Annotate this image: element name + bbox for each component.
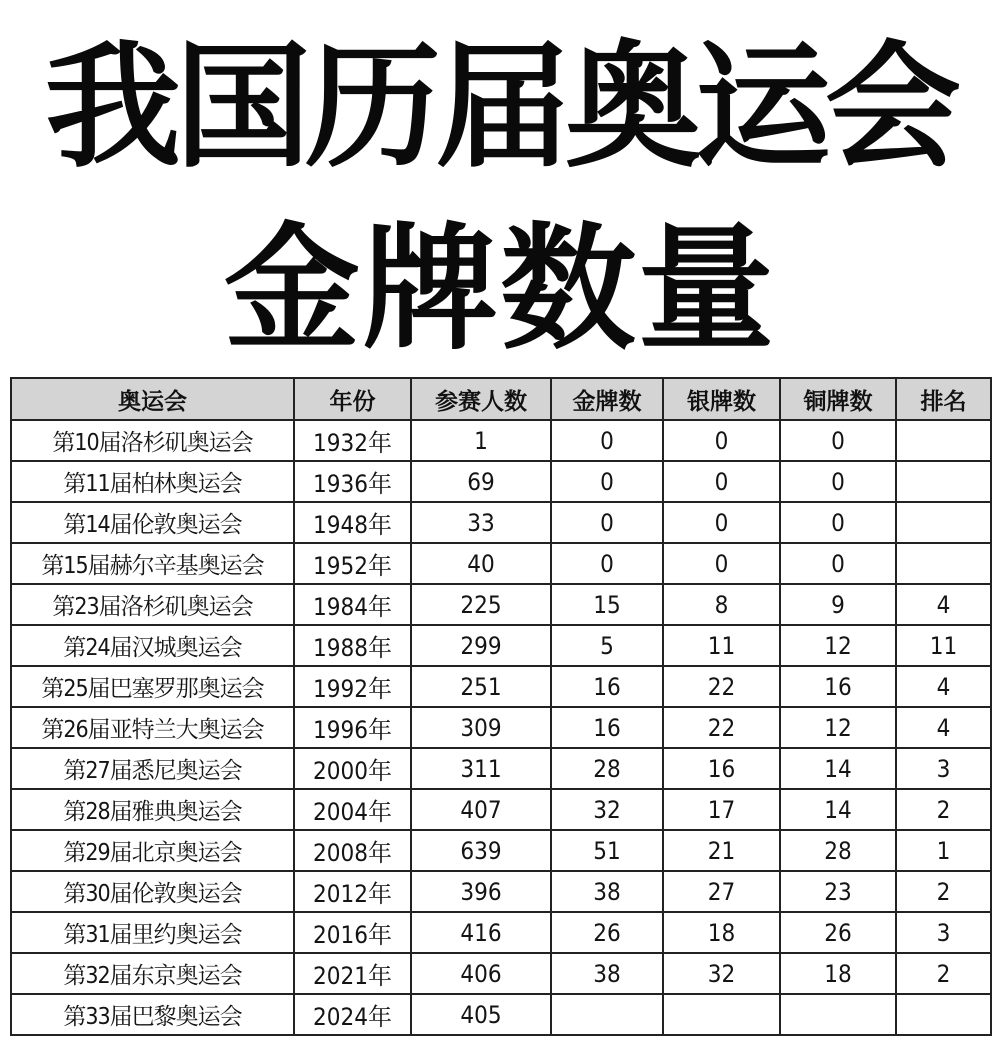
cell-olympics: 第25届巴塞罗那奥运会 (11, 666, 294, 707)
medal-table (10, 377, 992, 1036)
cell-rank: 2 (896, 953, 991, 994)
header-olympics: 奥运会 (11, 378, 294, 420)
cell-bronze: 26 (780, 912, 896, 953)
cell-gold: 32 (551, 789, 663, 830)
cell-bronze: 9 (780, 584, 896, 625)
cell-participants: 69 (411, 461, 551, 502)
table-row (11, 789, 991, 830)
table-row (11, 625, 991, 666)
cell-gold: 5 (551, 625, 663, 666)
cell-participants: 251 (411, 666, 551, 707)
cell-participants: 225 (411, 584, 551, 625)
cell-silver: 21 (663, 830, 780, 871)
table-row (11, 502, 991, 543)
table-row (11, 584, 991, 625)
cell-gold: 51 (551, 830, 663, 871)
cell-gold: 28 (551, 748, 663, 789)
table-row (11, 994, 991, 1035)
cell-olympics: 第29届北京奥运会 (11, 830, 294, 871)
cell-participants: 405 (411, 994, 551, 1035)
cell-year: 1932年 (294, 420, 411, 461)
cell-year: 2024年 (294, 994, 411, 1035)
cell-participants: 1 (411, 420, 551, 461)
cell-rank: 1 (896, 830, 991, 871)
cell-silver: 27 (663, 871, 780, 912)
cell-rank: 2 (896, 871, 991, 912)
cell-year: 1952年 (294, 543, 411, 584)
cell-participants: 407 (411, 789, 551, 830)
cell-gold: 0 (551, 461, 663, 502)
header-bronze: 铜牌数 (780, 378, 896, 420)
cell-silver (663, 994, 780, 1035)
cell-silver: 11 (663, 625, 780, 666)
cell-participants: 311 (411, 748, 551, 789)
cell-bronze: 23 (780, 871, 896, 912)
header-silver: 银牌数 (663, 378, 780, 420)
cell-bronze (780, 994, 896, 1035)
cell-year: 2008年 (294, 830, 411, 871)
cell-olympics: 第24届汉城奥运会 (11, 625, 294, 666)
cell-bronze: 0 (780, 420, 896, 461)
cell-year: 2012年 (294, 871, 411, 912)
cell-olympics: 第30届伦敦奥运会 (11, 871, 294, 912)
cell-gold: 16 (551, 666, 663, 707)
cell-silver: 0 (663, 543, 780, 584)
cell-bronze: 12 (780, 707, 896, 748)
header-rank: 排名 (896, 378, 991, 420)
cell-silver: 32 (663, 953, 780, 994)
header-gold: 金牌数 (551, 378, 663, 420)
cell-olympics: 第15届赫尔辛基奥运会 (11, 543, 294, 584)
cell-olympics: 第32届东京奥运会 (11, 953, 294, 994)
cell-rank: 3 (896, 912, 991, 953)
cell-participants: 40 (411, 543, 551, 584)
cell-participants: 416 (411, 912, 551, 953)
cell-rank: 4 (896, 707, 991, 748)
cell-olympics: 第23届洛杉矶奥运会 (11, 584, 294, 625)
cell-rank: 4 (896, 666, 991, 707)
cell-year: 2016年 (294, 912, 411, 953)
cell-year: 2021年 (294, 953, 411, 994)
header-year: 年份 (294, 378, 411, 420)
table-row (11, 420, 991, 461)
table-row (11, 871, 991, 912)
cell-gold (551, 994, 663, 1035)
cell-year: 1936年 (294, 461, 411, 502)
cell-silver: 18 (663, 912, 780, 953)
cell-silver: 0 (663, 420, 780, 461)
cell-rank (896, 994, 991, 1035)
cell-rank (896, 543, 991, 584)
table-row (11, 912, 991, 953)
cell-gold: 0 (551, 420, 663, 461)
table-row (11, 707, 991, 748)
table-row (11, 953, 991, 994)
cell-participants: 639 (411, 830, 551, 871)
cell-bronze: 12 (780, 625, 896, 666)
table-row (11, 830, 991, 871)
cell-silver: 22 (663, 707, 780, 748)
page-title-line-1: 我国历届奥运会 (45, 29, 955, 187)
cell-bronze: 14 (780, 748, 896, 789)
cell-rank: 4 (896, 584, 991, 625)
cell-olympics: 第14届伦敦奥运会 (11, 502, 294, 543)
cell-rank (896, 420, 991, 461)
cell-gold: 16 (551, 707, 663, 748)
cell-year: 1992年 (294, 666, 411, 707)
cell-participants: 299 (411, 625, 551, 666)
cell-bronze: 0 (780, 543, 896, 584)
cell-gold: 15 (551, 584, 663, 625)
cell-silver: 0 (663, 502, 780, 543)
cell-olympics: 第27届悉尼奥运会 (11, 748, 294, 789)
cell-year: 2000年 (294, 748, 411, 789)
cell-silver: 8 (663, 584, 780, 625)
cell-bronze: 0 (780, 502, 896, 543)
cell-bronze: 0 (780, 461, 896, 502)
table-header-row (11, 378, 991, 420)
cell-year: 1948年 (294, 502, 411, 543)
cell-gold: 38 (551, 871, 663, 912)
cell-participants: 309 (411, 707, 551, 748)
cell-bronze: 28 (780, 830, 896, 871)
cell-olympics: 第28届雅典奥运会 (11, 789, 294, 830)
cell-gold: 0 (551, 502, 663, 543)
cell-olympics: 第26届亚特兰大奥运会 (11, 707, 294, 748)
cell-olympics: 第31届里约奥运会 (11, 912, 294, 953)
cell-olympics: 第11届柏林奥运会 (11, 461, 294, 502)
cell-bronze: 16 (780, 666, 896, 707)
cell-participants: 396 (411, 871, 551, 912)
cell-silver: 0 (663, 461, 780, 502)
table-row (11, 461, 991, 502)
cell-year: 2004年 (294, 789, 411, 830)
header-participants: 参赛人数 (411, 378, 551, 420)
cell-rank (896, 502, 991, 543)
cell-bronze: 18 (780, 953, 896, 994)
cell-participants: 406 (411, 953, 551, 994)
cell-year: 1984年 (294, 584, 411, 625)
cell-gold: 0 (551, 543, 663, 584)
table-row (11, 748, 991, 789)
cell-silver: 22 (663, 666, 780, 707)
cell-rank: 2 (896, 789, 991, 830)
cell-silver: 16 (663, 748, 780, 789)
cell-gold: 26 (551, 912, 663, 953)
cell-participants: 33 (411, 502, 551, 543)
cell-olympics: 第33届巴黎奥运会 (11, 994, 294, 1035)
cell-year: 1996年 (294, 707, 411, 748)
cell-bronze: 14 (780, 789, 896, 830)
table-row (11, 543, 991, 584)
cell-year: 1988年 (294, 625, 411, 666)
cell-rank: 3 (896, 748, 991, 789)
cell-rank: 11 (896, 625, 991, 666)
cell-rank (896, 461, 991, 502)
table-row (11, 666, 991, 707)
cell-gold: 38 (551, 953, 663, 994)
cell-silver: 17 (663, 789, 780, 830)
page-title-line-2: 金牌数量 (224, 211, 776, 369)
cell-olympics: 第10届洛杉矶奥运会 (11, 420, 294, 461)
